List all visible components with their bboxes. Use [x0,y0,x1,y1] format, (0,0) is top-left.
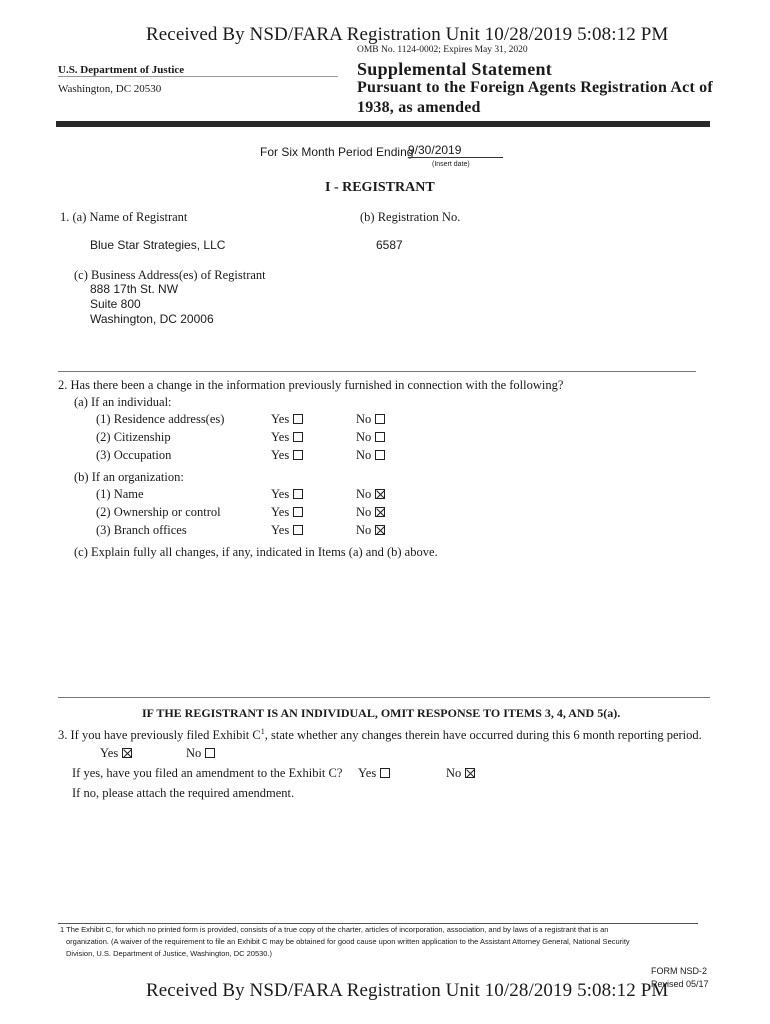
registration-number: 6587 [376,238,403,252]
q2b3-no[interactable] [356,523,385,538]
footnote-line-1: 1 The Exhibit C, for which no printed form is provided, consists of a true copy of the charter, articles of incorporation, association, and by laws of a registrant that is an [60,925,609,934]
received-stamp-bottom: Received By NSD/FARA Registration Unit 10/28/2019 5:08:12 PM [146,980,669,1001]
q2b2-label: (2) Ownership or control [96,505,221,519]
q2a2-no-checkbox[interactable] [375,432,385,442]
q2a1-yes[interactable] [271,412,303,427]
section-registrant-heading: I - REGISTRANT [325,180,435,195]
q3-no-checkbox[interactable] [205,748,215,758]
q2b1-label: (1) Name [96,487,144,501]
section-divider-2 [58,697,710,698]
section-divider-1 [58,371,696,372]
q3-question-start: 3. If you have previously filed Exhibit C [58,728,261,743]
form-id: FORM NSD-2 [651,966,707,976]
q3-yes[interactable] [100,746,132,761]
q2b3-label: (3) Branch offices [96,523,187,537]
header-divider [58,76,338,77]
received-stamp-top: Received By NSD/FARA Registration Unit 10/28/2019 5:08:12 PM [146,24,669,45]
q3-amend-question: If yes, have you filed an amendment to the Exhibit C? [72,766,343,780]
q2a3-yes[interactable] [271,448,303,463]
q2b2-yes-checkbox[interactable] [293,507,303,517]
q3-amend-yes[interactable] [358,766,390,781]
q3-amend-no[interactable] [446,766,475,781]
q3-question-end: , state whether any changes therein have occurred during this 6 month reporting period. [264,728,702,743]
q2a1-yes-label: Yes [271,412,290,426]
q2a2-no-label: No [356,430,372,444]
q2c-label: (c) Explain fully all changes, if any, indicated in Items (a) and (b) above. [74,545,438,559]
q2b-label: (b) If an organization: [74,470,184,484]
form-revised: Revised 05/17 [651,979,709,989]
q2b2-yes-label: Yes [271,505,290,519]
address-line-3: Washington, DC 20006 [90,312,214,326]
q1a-label: 1. (a) Name of Registrant [60,210,188,224]
q2b1-no[interactable] [356,487,385,502]
q2a1-no-label: No [356,412,372,426]
q2a1-no[interactable] [356,412,385,427]
q2a3-yes-checkbox[interactable] [293,450,303,460]
q3-no[interactable] [186,746,215,761]
q2a2-yes-checkbox[interactable] [293,432,303,442]
q1c-label: (c) Business Address(es) of Registrant [74,268,266,282]
q3-yes-label: Yes [100,746,119,760]
q2b3-yes-label: Yes [271,523,290,537]
q2a2-yes-label: Yes [271,430,290,444]
q3-yes-checkbox[interactable] [122,748,132,758]
department-name: U.S. Department of Justice [58,64,185,76]
q2a3-no[interactable] [356,448,385,463]
q2a-label: (a) If an individual: [74,395,172,409]
q2b2-no[interactable] [356,505,385,520]
period-label: For Six Month Period Ending [260,145,414,159]
q3-if-no: If no, please attach the required amendment. [72,786,295,800]
q1b-label: (b) Registration No. [360,210,461,224]
q2a3-no-checkbox[interactable] [375,450,385,460]
q2b1-yes-label: Yes [271,487,290,501]
individual-notice: IF THE REGISTRANT IS AN INDIVIDUAL, OMIT RESPONSE TO ITEMS 3, 4, AND 5(a). [142,706,621,720]
q2b1-yes[interactable] [271,487,303,502]
q3-amend-no-checkbox[interactable] [465,768,475,778]
q2b3-no-checkbox[interactable] [375,525,385,535]
registrant-name: Blue Star Strategies, LLC [90,238,226,252]
q3-question [58,727,702,743]
q2a1-yes-checkbox[interactable] [293,414,303,424]
department-city: Washington, DC 20530 [58,83,162,95]
q2a3-label: (3) Occupation [96,448,172,462]
q3-no-label: No [186,746,202,760]
q2a1-no-checkbox[interactable] [375,414,385,424]
footnote-line-2: organization. (A waiver of the requirement to file an Exhibit C may be obtained for good cause upon written application to the Assistant Attorney General, National Security [66,937,630,946]
q2b1-yes-checkbox[interactable] [293,489,303,499]
footnote-line-3: Division, U.S. Department of Justice, Washington, DC 20530.) [66,949,273,958]
q3-amend-yes-label: Yes [358,766,377,780]
form-subtitle-line1: Pursuant to the Foreign Agents Registration Act of [357,79,713,96]
q2a2-no[interactable] [356,430,385,445]
q3-amend-yes-checkbox[interactable] [380,768,390,778]
q2a3-no-label: No [356,448,372,462]
q2b1-no-checkbox[interactable] [375,489,385,499]
q2a1-label: (1) Residence address(es) [96,412,225,426]
form-subtitle-line2: 1938, as amended [357,99,481,116]
address-line-2: Suite 800 [90,297,141,311]
footnote-divider [58,923,698,924]
q2b3-yes[interactable] [271,523,303,538]
q2a2-yes[interactable] [271,430,303,445]
q2a2-label: (2) Citizenship [96,430,171,444]
q2b2-yes[interactable] [271,505,303,520]
q3-footnote-ref: 1 [260,727,265,736]
form-title: Supplemental Statement [357,59,553,79]
q3-amend-no-label: No [446,766,462,780]
q2b2-no-checkbox[interactable] [375,507,385,517]
q2b3-no-label: No [356,523,372,537]
period-value: 9/30/2019 [408,143,503,158]
address-line-1: 888 17th St. NW [90,282,179,296]
header-thick-bar [56,121,710,127]
q2a3-yes-label: Yes [271,448,290,462]
q2-question: 2. Has there been a change in the information previously furnished in connection with the following? [58,378,564,392]
q2b1-no-label: No [356,487,372,501]
omb-number: OMB No. 1124-0002; Expires May 31, 2020 [357,45,528,55]
q2b2-no-label: No [356,505,372,519]
q2b3-yes-checkbox[interactable] [293,525,303,535]
period-note: (Insert date) [432,161,470,168]
